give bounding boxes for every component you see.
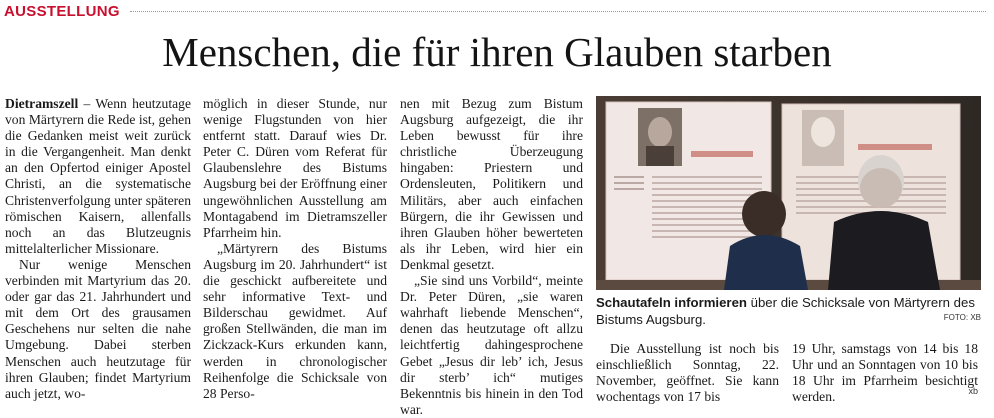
article-paragraph: Nur wenige Menschen verbinden mit Martyrium das 20. oder gar das 21. Jahrhundert und mit dem Ort des grausamen Geschehens nur selten die nahe Umgebung. Dabei sterben Menschen auch heutzutage für ihren Glauben; findet Martyrium auch jetzt, wo- [5,256,191,401]
article-paragraph [5,96,191,257]
info-paragraph: Die Ausstellung ist noch bis einschließlich Sonntag, 22. November, geöffnet. Sie kann wochentags von 17 bis [596,341,779,405]
author-tag: xb [968,386,978,396]
paragraph-text: – Wenn heutzutage von Märtyrern die Rede ist, gehen die Gedanken meist weit zurück in die Vergangenheit. Man denkt an den Opfertod einiger Apostel Christi, an die systematische Christenverfolgung unter späteren römischen Kaisern, allenfalls noch an das Blutzeugnis mittelalterlicher Missionare. [5,96,191,256]
article-paragraph: „Märtyrern des Bistums Augsburg im 20. Jahrhundert“ ist die geschickt aufbereitete und sehr informative Text- und Bilderschau gewidmet. Auf großen Stellwänden, die man im Zickzack-Kurs erkunden kann, werden in chronologischer Reihenfolge die Schicksale von 28 Perso- [203,240,387,401]
article-paragraph: nen mit Bezug zum Bistum Augsburg aufgezeigt, die ihr Leben bewusst für ihre christliche Überzeugung hingaben: Priestern und Ordensleuten, Politikern und Militärs, aber auch einfachen Bürgern, die ihr Gewissen und ihren Glauben höher bewerteten als ihr Leben, wird hier ein Denkmal gesetzt. [400,96,583,272]
article-column-2 [203,96,387,402]
info-column-2 [792,341,978,405]
exhibition-photo-image [596,96,981,290]
article-column-3 [400,96,583,418]
headline: Menschen, die für ihren Glauben starben [162,29,832,75]
exhibition-photo [596,96,981,290]
article-paragraph: „Sie sind uns Vorbild“, meinte Dr. Peter Düren, „sie waren wahrhaft liebende Menschen“, denen das heutzutage oft allzu leichtfertig dahingesprochene Gebet „Jesus dir leb’ ich, Jesus dir sterb’ ich“ mutiges Bekenntnis bis hinein in den Tod war. [400,273,583,417]
caption-lead: Schautafeln informieren [596,295,747,310]
photo-credit: FOTO: XB [943,313,981,322]
section-divider [130,11,986,12]
photo-caption [596,295,980,328]
info-paragraph: 19 Uhr, samstags von 14 bis 18 Uhr und an Sonntagen von 10 bis 18 Uhr im Pfarrheim besichtigt werden. [792,341,978,405]
article-column-1 [5,96,191,402]
caption-text: über die Schicksale von Märtyrern des Bistums Augsburg. [596,295,975,327]
info-column-1 [596,341,779,405]
section-label: AUSSTELLUNG [4,3,120,20]
dateline: Dietramszell [5,96,79,111]
article-paragraph: möglich in dieser Stunde, nur wenige Flugstunden von hier entfernt statt. Darauf wies Dr. Peter C. Düren vom Referat für Glaubenslehre des Bistums Augsburg bei der Eröffnung einer ungewöhnlichen Ausstellung am Montagabend im Dietramszeller Pfarrheim hin. [203,96,387,240]
